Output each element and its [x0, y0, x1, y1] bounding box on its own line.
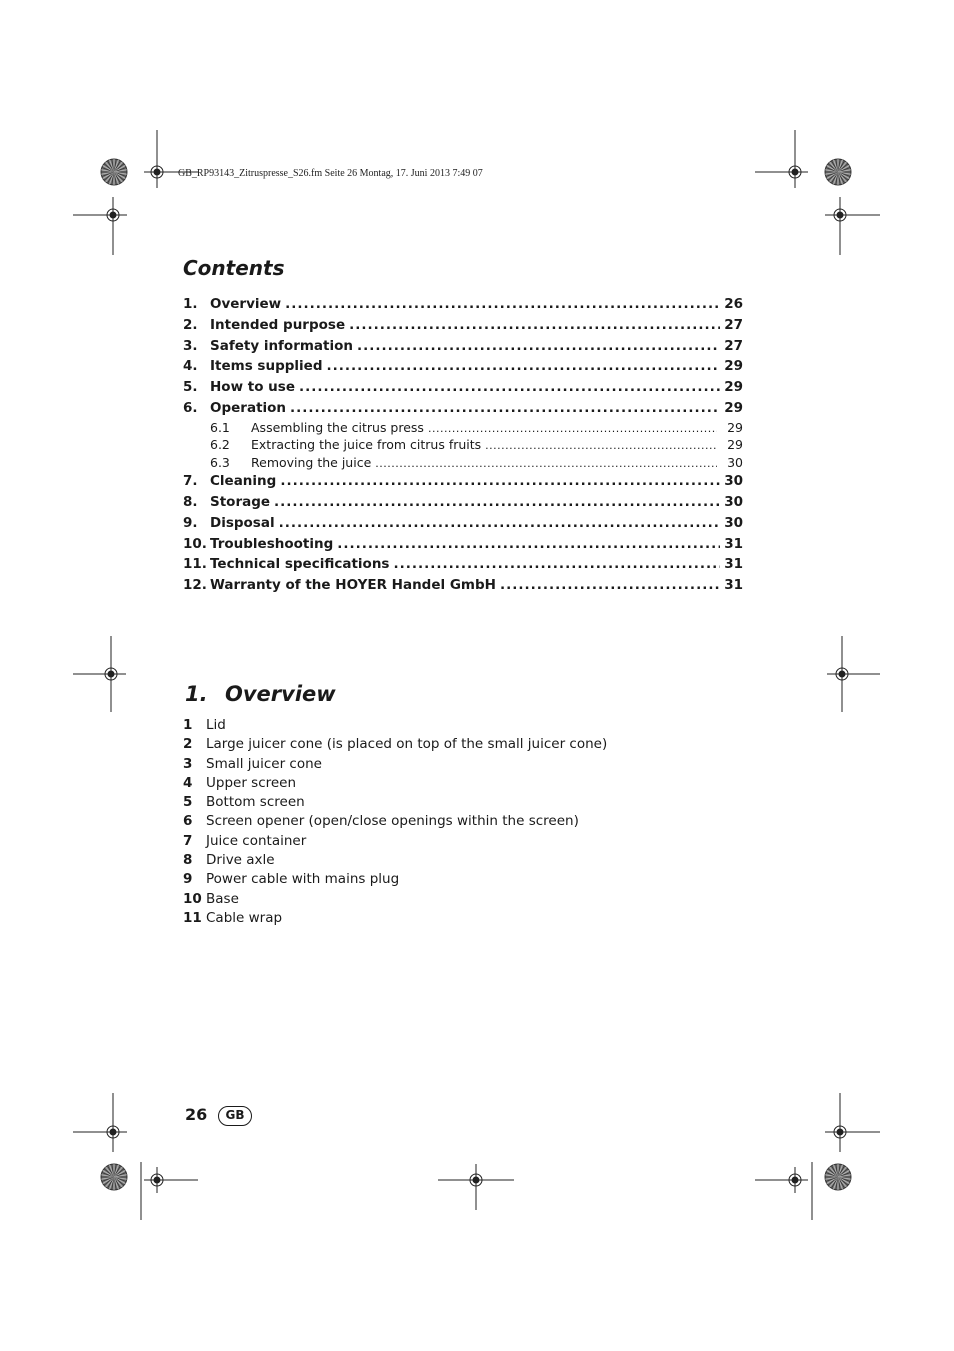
toc-entry-number: 11.	[183, 556, 207, 573]
part-label: Juice container	[206, 832, 307, 849]
toc-entry-page: 26	[724, 296, 743, 312]
toc-entry-number: 6.	[183, 399, 198, 416]
parts-list-item	[183, 909, 743, 928]
part-number: 5	[183, 794, 193, 811]
toc-entry-title: Items supplied	[210, 358, 323, 375]
toc-entry	[183, 315, 743, 336]
toc-entry-title: Storage	[210, 494, 271, 511]
contents-heading: Contents	[183, 256, 285, 280]
toc-leader-dots	[357, 336, 720, 357]
toc-entry-page: 27	[724, 337, 743, 354]
toc-entry-title: Extracting the juice from citrus fruits	[251, 437, 482, 453]
toc-entry-title: Safety information	[210, 337, 354, 354]
part-number: 6	[183, 813, 193, 830]
part-number: 9	[183, 871, 193, 888]
toc-leader-dots	[337, 534, 720, 555]
part-label: Base	[206, 890, 239, 907]
toc-entry-number: 3.	[183, 337, 198, 354]
language-badge: GB	[218, 1106, 252, 1126]
toc-entry-title: Troubleshooting	[210, 535, 334, 552]
part-label: Small juicer cone	[206, 755, 322, 772]
toc-leader-dots	[326, 356, 720, 377]
toc-leader-dots	[375, 455, 717, 472]
toc-entry-page: 31	[724, 556, 743, 573]
toc-entry	[183, 554, 743, 575]
toc-entry	[183, 336, 743, 357]
parts-list	[183, 716, 743, 928]
part-label: Upper screen	[206, 774, 297, 791]
toc-entry-number: 4.	[183, 358, 198, 375]
toc-entry-page: 29	[724, 379, 743, 396]
toc-leader-dots	[299, 377, 720, 398]
toc-leader-dots	[393, 554, 720, 575]
part-number: 4	[183, 774, 193, 791]
toc-entry-title: Cleaning	[210, 473, 277, 490]
toc-leader-dots	[290, 398, 720, 419]
toc-leader-dots	[485, 437, 717, 454]
toc-entry-page: 29	[727, 437, 743, 453]
toc-entry-title: Operation	[210, 399, 287, 416]
toc-leader-dots	[349, 315, 720, 336]
toc-leader-dots	[285, 294, 720, 315]
color-starburst-icon	[101, 159, 127, 185]
part-label: Screen opener (open/close openings within the screen)	[206, 813, 579, 830]
toc-entry-title: Intended purpose	[210, 316, 346, 333]
toc-entry-number: 6.1	[210, 419, 230, 435]
toc-entry-title: Removing the juice	[251, 454, 372, 470]
toc-leader-dots	[279, 513, 721, 534]
toc-subentry	[183, 454, 743, 472]
toc-entry-number: 10.	[183, 535, 207, 552]
parts-list-item	[183, 890, 743, 909]
table-of-contents	[183, 294, 743, 596]
parts-list-item	[183, 716, 743, 735]
toc-entry-number: 6.3	[210, 454, 230, 470]
toc-entry-page: 29	[727, 419, 743, 435]
part-number: 10	[183, 890, 202, 907]
parts-list-item	[183, 793, 743, 812]
parts-list-item	[183, 755, 743, 774]
toc-entry	[183, 492, 743, 513]
parts-list-item	[183, 735, 743, 754]
toc-entry-number: 12.	[183, 577, 207, 594]
toc-entry-number: 8.	[183, 494, 198, 511]
toc-entry-page: 31	[724, 577, 743, 594]
toc-entry-page: 30	[727, 454, 743, 470]
part-number: 1	[183, 717, 193, 733]
toc-entry-title: Warranty of the HOYER Handel GmbH	[210, 577, 496, 594]
toc-entry-page: 31	[724, 535, 743, 552]
toc-entry-page: 27	[724, 316, 743, 333]
toc-entry-title: Overview	[210, 296, 282, 312]
toc-entry-title: Assembling the citrus press	[251, 419, 424, 435]
overview-heading-title: Overview	[225, 682, 336, 706]
toc-entry-number: 5.	[183, 379, 198, 396]
toc-entry-number: 7.	[183, 473, 198, 490]
toc-entry	[183, 398, 743, 419]
toc-entry-number: 9.	[183, 514, 198, 531]
parts-list-item	[183, 832, 743, 851]
toc-leader-dots	[280, 471, 720, 492]
part-number: 3	[183, 755, 193, 772]
toc-entry-number: 1.	[183, 296, 198, 312]
part-label: Drive axle	[206, 852, 275, 869]
toc-entry-number: 6.2	[210, 437, 230, 453]
color-starburst-icon	[101, 1164, 127, 1190]
toc-leader-dots	[500, 575, 720, 596]
overview-heading	[185, 682, 336, 706]
page-number: 26	[185, 1105, 208, 1124]
toc-subentry	[183, 419, 743, 437]
toc-entry	[183, 534, 743, 555]
toc-entry-title: Disposal	[210, 514, 275, 531]
toc-entry	[183, 575, 743, 596]
toc-entry	[183, 377, 743, 398]
toc-entry	[183, 356, 743, 377]
parts-list-item	[183, 812, 743, 831]
color-starburst-icon	[825, 1164, 851, 1190]
part-label: Cable wrap	[206, 909, 283, 926]
file-info-header: GB_RP93143_Zitruspresse_S26.fm Seite 26 Montag, 17. Juni 2013 7:49 07	[178, 168, 483, 179]
toc-entry-page: 29	[724, 399, 743, 416]
toc-leader-dots	[428, 420, 717, 437]
parts-list-item	[183, 870, 743, 889]
toc-entry-title: How to use	[210, 379, 295, 396]
toc-entry-title: Technical specifications	[210, 556, 390, 573]
toc-entry-number: 2.	[183, 316, 198, 333]
toc-entry	[183, 294, 743, 315]
toc-leader-dots	[274, 492, 720, 513]
part-label: Bottom screen	[206, 794, 305, 811]
part-label: Power cable with mains plug	[206, 871, 400, 888]
parts-list-item	[183, 774, 743, 793]
color-starburst-icon	[825, 159, 851, 185]
part-number: 7	[183, 832, 193, 849]
toc-entry	[183, 513, 743, 534]
toc-entry-page: 30	[724, 514, 743, 531]
part-number: 8	[183, 852, 193, 869]
parts-list-item	[183, 851, 743, 870]
toc-entry-page: 30	[724, 494, 743, 511]
part-label: Large juicer cone (is placed on top of the small juicer cone)	[206, 736, 608, 753]
toc-entry-page: 29	[724, 358, 743, 375]
part-label: Lid	[206, 717, 226, 733]
toc-subentry	[183, 436, 743, 454]
toc-entry-page: 30	[724, 473, 743, 490]
part-number: 11	[183, 909, 202, 926]
overview-heading-number: 1.	[185, 682, 208, 706]
part-number: 2	[183, 736, 193, 753]
toc-entry	[183, 471, 743, 492]
